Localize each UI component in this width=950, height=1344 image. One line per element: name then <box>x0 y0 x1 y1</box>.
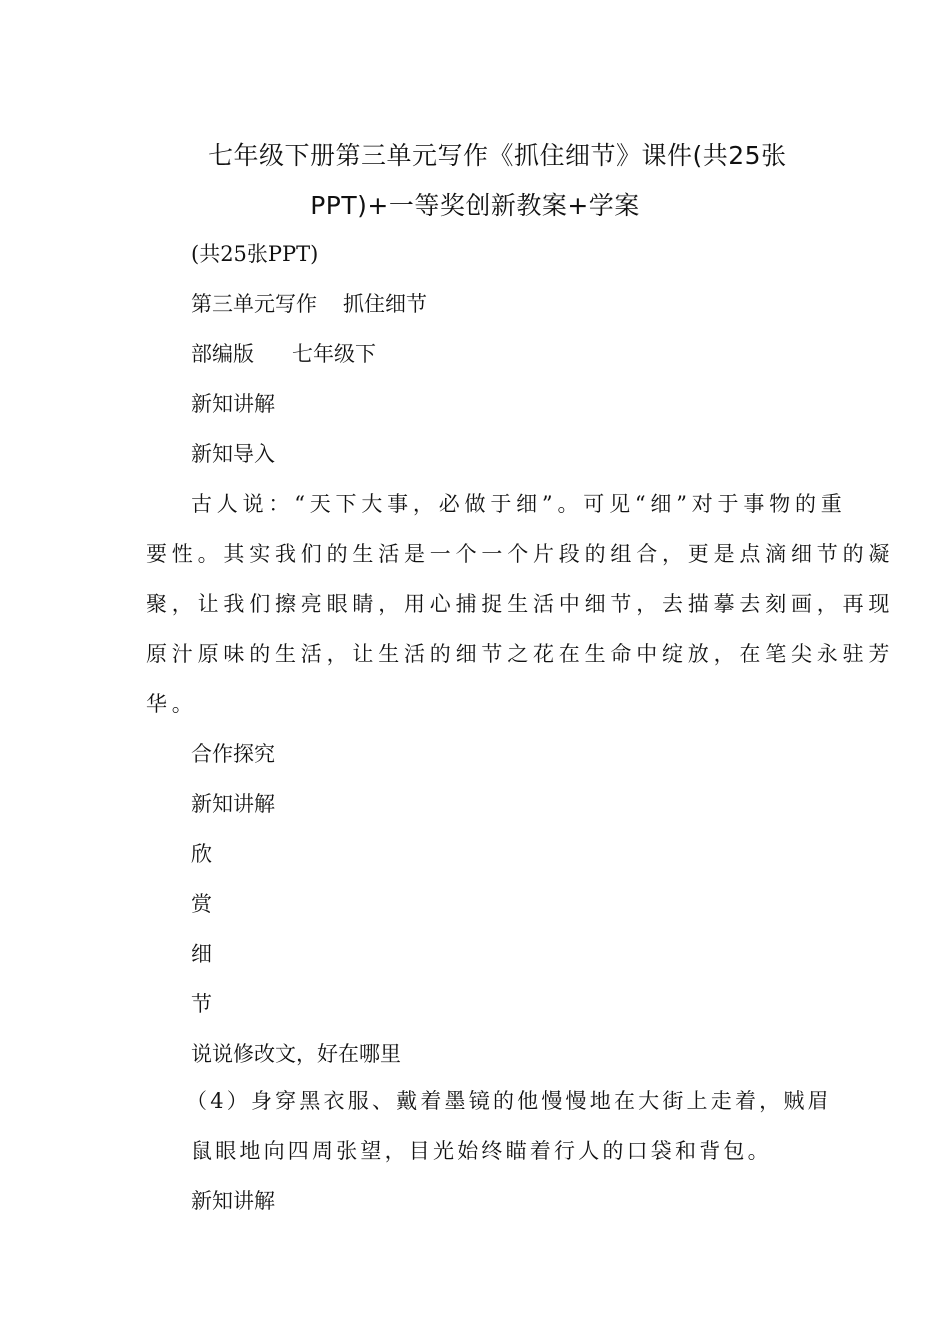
edition-line-part-2: 七年级下 <box>292 342 376 366</box>
paragraph-line: 古人说：“天下大事，必做于细”。可见“细”对于事物的重 <box>191 492 847 516</box>
paragraph-line: 要性。其实我们的生活是一个一个片段的组合，更是点滴细节的凝 <box>146 542 895 566</box>
example-line: 鼠眼地向四周张望，目光始终瞄着行人的口袋和背包。 <box>191 1139 772 1163</box>
document-title-line-2: PPT)+一等奖创新教案+学案 <box>310 191 640 220</box>
section-heading: 新知导入 <box>191 442 275 466</box>
vertical-char: 欣 <box>191 842 212 866</box>
paragraph-line: 原汁原味的生活，让生活的细节之花在生命中绽放，在笔尖永驻芳 <box>146 642 895 666</box>
example-line: （4）身穿黑衣服、戴着墨镜的他慢慢地在大街上走着，贼眉 <box>186 1089 832 1113</box>
unit-heading-part-1: 第三单元写作 <box>191 292 317 316</box>
document-title-line-1: 七年级下册第三单元写作《抓住细节》课件(共25张 <box>208 141 787 170</box>
paragraph-line: 聚，让我们擦亮眼睛，用心捕捉生活中细节，去描摹去刻画，再现 <box>146 592 895 616</box>
section-heading: 新知讲解 <box>191 392 275 416</box>
prompt-line: 说说修改文，好在哪里 <box>191 1042 401 1066</box>
unit-heading-part-2: 抓住细节 <box>343 292 427 316</box>
section-heading: 合作探究 <box>191 742 275 766</box>
vertical-char: 节 <box>191 992 212 1016</box>
vertical-char: 细 <box>191 942 212 966</box>
edition-line-part-1: 部编版 <box>191 342 254 366</box>
edition-line <box>191 338 376 368</box>
vertical-char: 赏 <box>191 892 212 916</box>
slide-count-text: (共25张PPT) <box>191 242 319 266</box>
unit-heading <box>191 288 427 318</box>
section-heading: 新知讲解 <box>191 792 275 816</box>
paragraph-line: 华。 <box>146 692 198 716</box>
section-heading: 新知讲解 <box>191 1189 275 1213</box>
